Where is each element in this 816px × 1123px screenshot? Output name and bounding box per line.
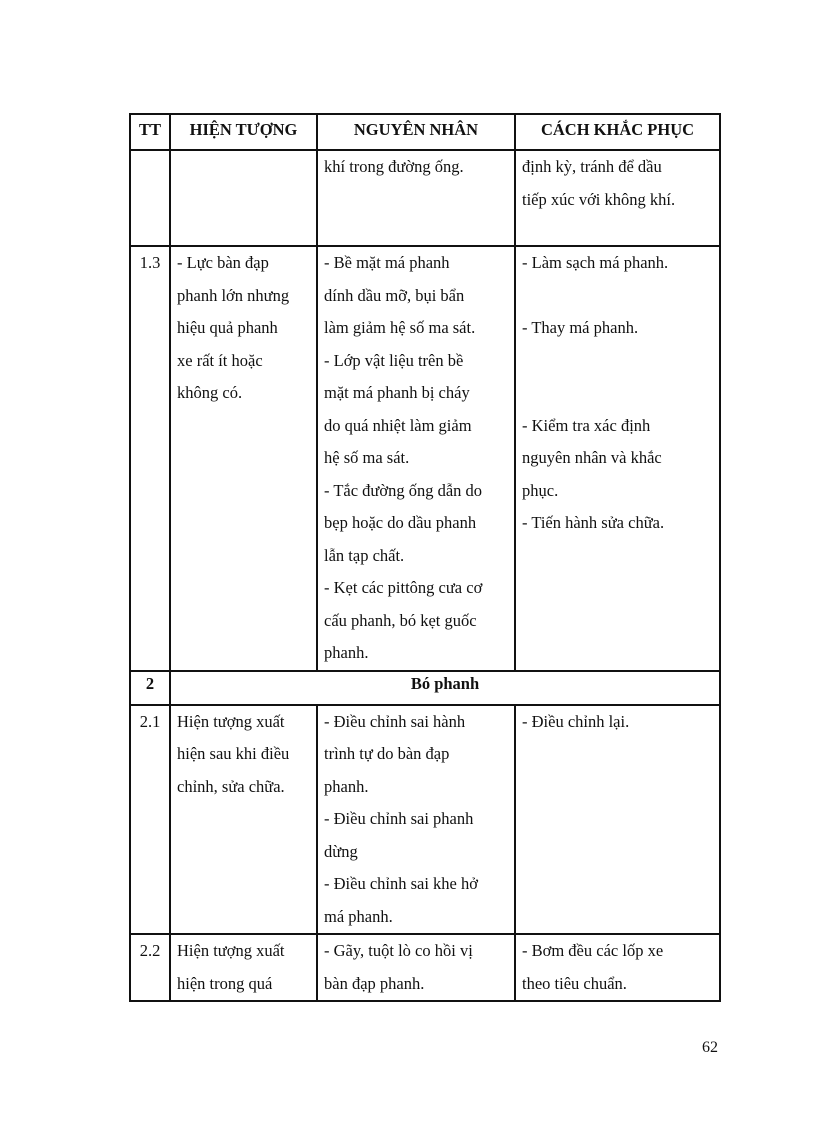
cell-tt: 2.1 [130,705,170,935]
cell-line: bàn đạp phanh. [324,973,425,993]
cell-line: chỉnh, sửa chữa. [177,776,285,796]
cell-phenomenon [170,934,317,1001]
cell-phenomenon [170,150,317,246]
cell-line: xe rất ít hoặc [177,350,263,370]
cell-line: hiệu quả phanh [177,318,278,337]
cell-line: Hiện tượng xuất [177,711,285,731]
cell-line: nguyên nhân và khắc [522,448,662,467]
page-number: 62 [702,1039,718,1056]
cell-line: tiếp xúc với không khí. [522,189,676,209]
cell-line: hệ số ma sát. [324,448,410,467]
table-row [130,150,720,246]
cell-line: Hiện tượng xuất [177,941,285,960]
cell-fix [515,934,720,1001]
cell-line: - Điều chỉnh sai hành [324,711,466,731]
cell-line: - Bơm đều các lốp xe [522,941,664,960]
cell-line: - Tiến hành sửa chữa. [522,513,665,532]
cell-phenomenon [170,246,317,671]
cell-tt: 2.2 [130,934,170,1001]
cell-cause [317,934,515,1001]
cell-line: dính dầu mỡ, bụi bẩn [324,285,465,305]
cell-fix [515,150,720,246]
cell-line: không có. [177,383,243,402]
cell-line: phục. [522,480,559,500]
cell-line: phanh lớn nhưng [177,285,290,305]
header-cause: NGUYÊN NHÂN [317,114,515,150]
cell-line: - Thay má phanh. [522,318,639,337]
cell-line: - Tắc đường ống dẫn do [324,480,483,500]
cell-tt: 1.3 [130,246,170,671]
cell-line: mặt má phanh bị cháy [324,383,470,402]
cell-line: bẹp hoặc do dầu phanh [324,513,477,532]
cell-line: - Điều chỉnh sai khe hở [324,874,478,893]
cell-line: do quá nhiệt làm giảm [324,415,472,435]
table-row [130,705,720,935]
cell-line: theo tiêu chuẩn. [522,973,627,993]
cell-line: hiện trong quá [177,973,273,993]
header-phenomenon: HIỆN TƯỢNG [170,114,317,150]
cell-line: phanh. [324,643,369,662]
cell-line: - Lớp vật liệu trên bề [324,350,464,370]
header-fix: CÁCH KHẮC PHỤC [515,114,720,150]
cell-phenomenon [170,705,317,935]
cell-fix [515,705,720,935]
table-row [130,246,720,671]
cell-cause [317,705,515,935]
cell-line: hiện sau khi điều [177,744,290,763]
cell-gap [522,377,713,410]
cell-line: dừng [324,841,358,861]
cell-line: - Lực bàn đạp [177,253,269,272]
cell-line: định kỳ, tránh để dầu [522,157,662,176]
cell-line: phanh. [324,776,369,796]
table-header-row [130,114,720,150]
cell-line: trình tự do bàn đạp [324,744,450,763]
cell-line: khí trong đường ống. [324,157,464,176]
cell-line: - Gãy, tuột lò co hồi vị [324,941,473,960]
fault-table [129,113,721,1002]
cell-gap [522,280,713,313]
cell-cause [317,246,515,671]
cell-line: - Bề mặt má phanh [324,253,450,272]
table-row [130,934,720,1001]
cell-gap [522,345,713,378]
cell-line: - Điều chỉnh lại. [522,711,630,731]
cell-line: lẫn tạp chất. [324,545,405,565]
cell-line: - Kẹt các pittông cưa cơ [324,578,483,597]
header-tt: TT [130,114,170,150]
cell-tt [130,150,170,246]
cell-line: - Kiểm tra xác định [522,415,651,435]
cell-line: má phanh. [324,906,393,926]
cell-fix [515,246,720,671]
cell-line: làm giảm hệ số ma sát. [324,318,476,337]
cell-line: - Điều chỉnh sai phanh [324,809,474,828]
cell-line: cấu phanh, bó kẹt guốc [324,610,477,630]
cell-cause [317,150,515,246]
cell-line: - Làm sạch má phanh. [522,253,669,272]
section-title: Bó phanh [170,671,720,705]
section-row [130,671,720,705]
cell-tt: 2 [130,671,170,705]
